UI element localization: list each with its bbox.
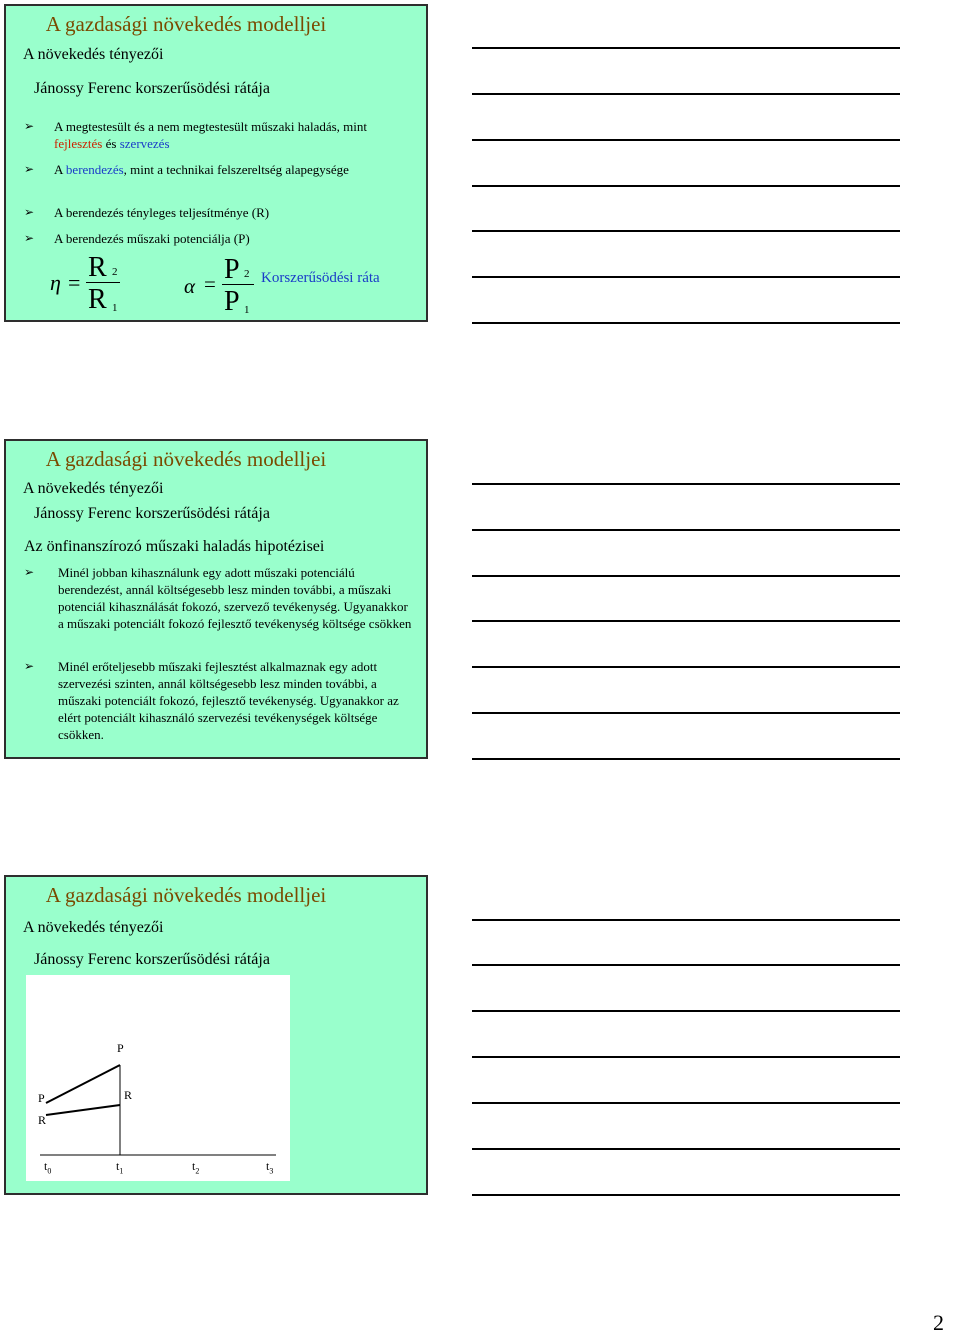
slide-subtitle: A növekedés tényezői [23,919,164,936]
pr-diagram-svg [26,975,290,1181]
slide-2 [4,439,428,759]
bullet-text: A berendezés tényleges teljesítménye (R) [54,205,270,220]
arrowhead-bullet-icon: ➢ [24,659,35,673]
note-line [472,529,900,531]
note-line [472,919,900,921]
label-r-left: R [38,1113,47,1127]
note-line [472,1102,900,1104]
equals-sign: = [68,270,81,295]
arrowhead-bullet-icon: ➢ [24,565,35,579]
note-line [472,322,900,324]
note-line [472,712,900,714]
numerator: R [88,252,107,283]
note-line [472,575,900,577]
label-p-left: P [38,1091,45,1105]
note-line [472,47,900,49]
slide-title: A gazdasági növekedés modelljei [45,12,327,36]
rate-label: Korszerűsödési ráta [261,270,380,286]
numerator-subscript: 2 [244,268,250,280]
note-line [472,185,900,187]
equals-sign: = [204,272,216,296]
denominator: P [224,286,240,317]
slide-title: A gazdasági növekedés modelljei [45,447,327,471]
note-line [472,276,900,278]
note-line [472,483,900,485]
note-line [472,1194,900,1196]
bullet-text: Minél erőteljesebb műszaki fejlesztést alkalmaznak egy adott szervezési szinten, annál költségesebb lesz minden további, a műszaki potenciált fokozó, fejlesztő tevékenység. Ugyanakkor az elért potenciált kihasználó szervezési tevékenységek költsége csökken. [58,659,399,742]
denominator: R [88,284,107,315]
alpha-formula [176,252,276,322]
bullet-text: A megtestesült és a nem megtestesült műszaki haladás, mint fejlesztés és szervezés [54,119,368,151]
pr-diagram [26,975,290,1181]
arrowhead-bullet-icon: ➢ [24,162,35,176]
note-line [472,758,900,760]
arrowhead-bullet-icon: ➢ [24,231,35,245]
t2-label: $t_2$ [192,1159,200,1176]
alpha-symbol: α [184,274,196,298]
numerator-subscript: 2 [112,266,118,278]
denominator-subscript: 1 [112,302,118,314]
note-line [472,230,900,232]
slide-1 [4,4,428,322]
note-line [472,620,900,622]
slide-subtitle: A növekedés tényezői [23,46,164,63]
note-line [472,964,900,966]
fraction-bar [86,282,120,283]
slide-title: A gazdasági növekedés modelljei [45,883,327,907]
bullet-text: A berendezés műszaki potenciálja (P) [54,231,250,246]
slide-3 [4,875,428,1195]
bullet-text: Minél jobban kihasználunk egy adott műszaki potenciálú berendezést, annál költségesebb lesz minden további, a műszaki potenciál kihasználását fokozó, szervező tevékenység. Ugyanakkor a műszaki potenciált fokozó fejlesztő tevékenység költsége csökken [58,565,412,631]
denominator-subscript: 1 [244,304,250,316]
slide-subtitle: A növekedés tényezői [23,480,164,497]
note-line [472,1010,900,1012]
hypothesis-heading: Az önfinanszírozó műszaki haladás hipotézisei [24,538,325,555]
arrowhead-bullet-icon: ➢ [24,205,35,219]
r-line [46,1105,120,1115]
arrowhead-bullet-icon: ➢ [24,119,35,133]
t1-label: $t_1$ [116,1159,124,1176]
t0-label: $t_0$ [44,1159,52,1176]
page-number: 2 [933,1310,944,1335]
note-line [472,1056,900,1058]
numerator: P [224,254,240,285]
slide-subheading: Jánossy Ferenc korszerűsödési rátája [34,80,270,97]
slide-subheading: Jánossy Ferenc korszerűsödési rátája [34,951,270,968]
p-line [46,1065,120,1103]
label-r-right: R [124,1088,133,1102]
label-p-top: P [117,1041,124,1055]
t3-label: $t_3$ [266,1159,274,1176]
bullet-text: A berendezés, mint a technikai felszereltség alapegysége [54,162,349,177]
eta-symbol: η [50,270,61,295]
fraction-bar [222,284,254,285]
note-line [472,1148,900,1150]
note-line [472,666,900,668]
note-line [472,93,900,95]
note-line [472,139,900,141]
slide-subheading: Jánossy Ferenc korszerűsödési rátája [34,505,270,522]
